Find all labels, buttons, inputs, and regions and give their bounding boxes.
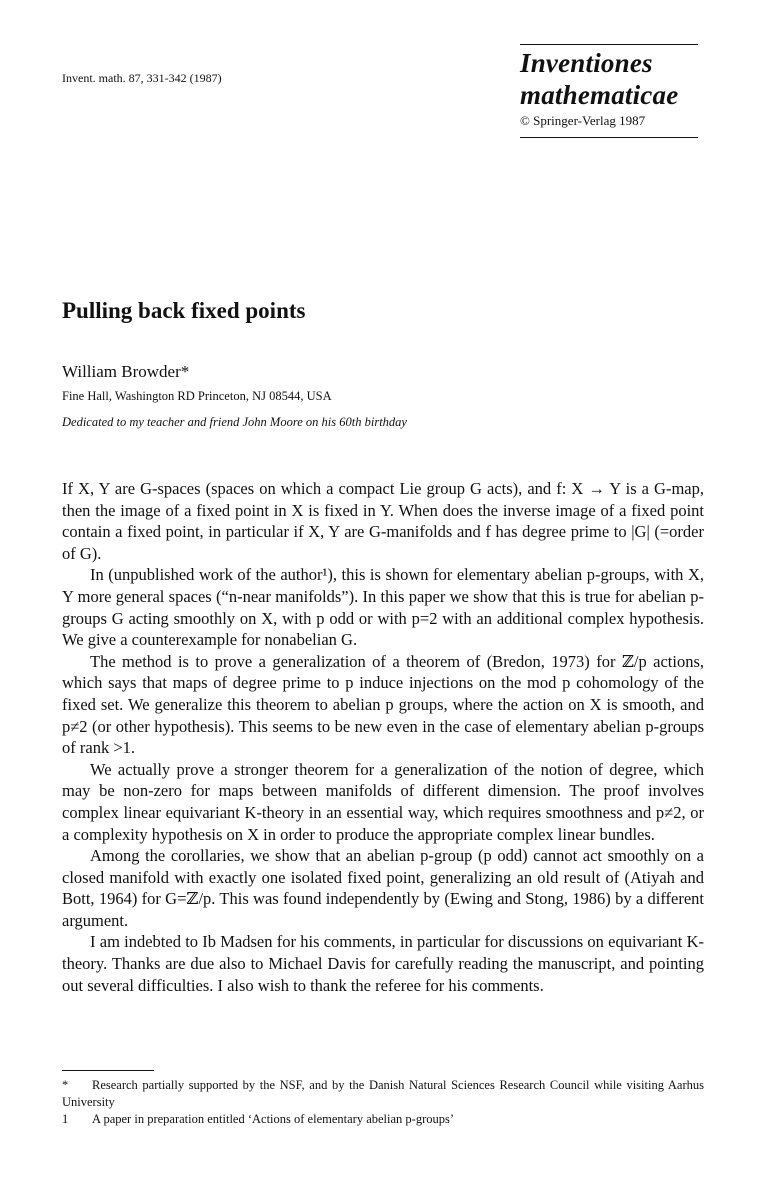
footnote-text: A paper in preparation entitled ‘Actions of elementary abelian p-groups’ — [92, 1112, 455, 1126]
author-affiliation: Fine Hall, Washington RD Princeton, NJ 08544, USA — [62, 389, 332, 403]
journal-masthead — [520, 44, 698, 138]
body-paragraph: We actually prove a stronger theorem for a generalization of the notion of degree, which may be non-zero for maps between manifolds of different dimension. The proof involves complex linear equivariant K-theory in an essential way, which requires smoothness and p≠2, or a complexity hypothesis on X in order to produce the appropriate complex linear bundles. — [62, 759, 704, 844]
masthead-bottom-rule — [520, 137, 698, 138]
journal-name-line1: Inventiones — [520, 48, 653, 78]
footnote-text: Research partially supported by the NSF, and by the Danish Natural Sciences Research Council while visiting Aarhus University — [62, 1078, 704, 1109]
footnote — [62, 1111, 704, 1128]
body-paragraph: The method is to prove a generalization of a theorem of (Bredon, 1973) for ℤ/p actions, which says that maps of degree prime to p induce injections on the mod p cohomology of the fixed set. We generalize this theorem to abelian p groups, where the action on X is smooth, and p≠2 (or other hypothesis). This seems to be new even in the case of elementary abelian p-groups of rank >1. — [62, 651, 704, 758]
article-title: Pulling back fixed points — [62, 298, 306, 323]
body-paragraph: Among the corollaries, we show that an abelian p-group (p odd) cannot act smoothly on a closed manifold with exactly one isolated fixed point, generalizing an old result of (Atiyah and Bott, 1964) for G=ℤ/p. This was found independently by (Ewing and Stong, 1986) by a different argument. — [62, 846, 704, 930]
article-body — [62, 478, 704, 996]
footnote — [62, 1077, 704, 1111]
footnote-rule — [62, 1070, 154, 1071]
footnote-mark: 1 — [62, 1112, 69, 1126]
footnotes — [62, 1077, 704, 1128]
body-paragraph: I am indebted to Ib Madsen for his comments, in particular for discussions on equivariant K-theory. Thanks are due also to Michael Davis for carefully reading the manuscript, and pointing out several difficulties. I also wish to thank the referee for his comments. — [62, 932, 704, 995]
publisher-copyright: © Springer-Verlag 1987 — [520, 113, 646, 128]
journal-name-line2: mathematicae — [520, 80, 679, 110]
masthead-top-rule — [520, 44, 698, 45]
footnote-mark: * — [62, 1078, 69, 1092]
body-paragraph: In (unpublished work of the author¹), this is shown for elementary abelian p-groups, with X, Y more general spaces (“n-near manifolds”). In this paper we show that this is true for abelian p-groups G acting smoothly on X, with p odd or with p=2 with an additional complex hypothesis. We give a counterexample for nonabelian G. — [62, 565, 704, 650]
dedication: Dedicated to my teacher and friend John Moore on his 60th birthday — [62, 415, 407, 429]
journal-citation: Invent. math. 87, 331-342 (1987) — [62, 71, 222, 85]
body-paragraph: If X, Y are G-spaces (spaces on which a compact Lie group G acts), and f: X → Y is a G-map, then the image of a fixed point in X is fixed in Y. When does the inverse image of a fixed point contain a fixed point, in particular if X, Y are G-manifolds and f has degree prime to |G| (=order of G). — [62, 479, 704, 563]
author-name: William Browder* — [62, 362, 190, 381]
